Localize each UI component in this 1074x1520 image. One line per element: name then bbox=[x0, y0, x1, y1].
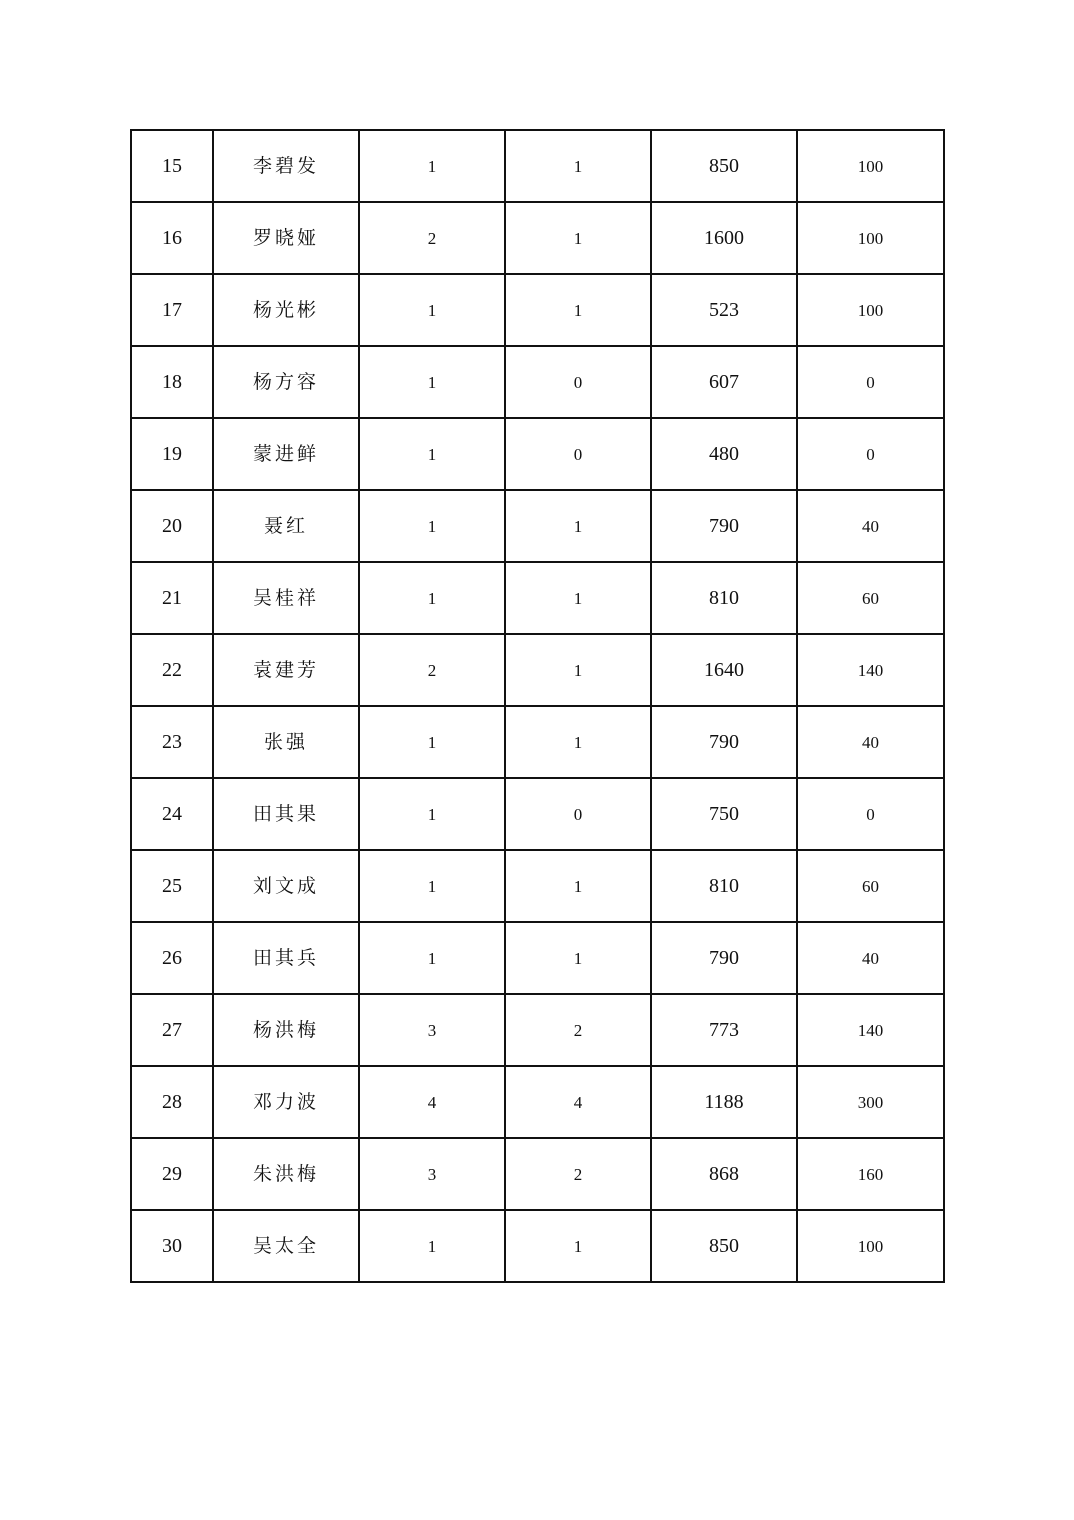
count-b-cell: 1 bbox=[505, 202, 651, 274]
count-b-cell: 0 bbox=[505, 418, 651, 490]
table-row bbox=[131, 274, 944, 346]
count-a-cell: 1 bbox=[359, 274, 505, 346]
count-a-cell: 2 bbox=[359, 634, 505, 706]
table-row bbox=[131, 778, 944, 850]
amount-cell: 480 bbox=[651, 418, 797, 490]
subsidy-cell: 0 bbox=[797, 418, 944, 490]
name-cell: 田其果 bbox=[213, 778, 359, 850]
count-a-cell: 3 bbox=[359, 1138, 505, 1210]
row-number-cell: 30 bbox=[131, 1210, 213, 1282]
row-number-cell: 23 bbox=[131, 706, 213, 778]
row-number-cell: 19 bbox=[131, 418, 213, 490]
amount-cell: 750 bbox=[651, 778, 797, 850]
name-cell: 罗晓娅 bbox=[213, 202, 359, 274]
count-b-cell: 1 bbox=[505, 634, 651, 706]
row-number-cell: 22 bbox=[131, 634, 213, 706]
table-row bbox=[131, 346, 944, 418]
count-a-cell: 4 bbox=[359, 1066, 505, 1138]
table-row bbox=[131, 202, 944, 274]
table-row bbox=[131, 1138, 944, 1210]
subsidy-cell: 140 bbox=[797, 634, 944, 706]
table-row bbox=[131, 418, 944, 490]
subsidy-cell: 60 bbox=[797, 562, 944, 634]
table-row bbox=[131, 1066, 944, 1138]
table-row bbox=[131, 562, 944, 634]
row-number-cell: 16 bbox=[131, 202, 213, 274]
subsidy-cell: 0 bbox=[797, 778, 944, 850]
name-cell: 张强 bbox=[213, 706, 359, 778]
count-a-cell: 1 bbox=[359, 778, 505, 850]
subsidy-cell: 100 bbox=[797, 274, 944, 346]
count-a-cell: 1 bbox=[359, 1210, 505, 1282]
subsidy-cell: 40 bbox=[797, 706, 944, 778]
count-a-cell: 1 bbox=[359, 850, 505, 922]
name-cell: 吴太全 bbox=[213, 1210, 359, 1282]
count-a-cell: 1 bbox=[359, 562, 505, 634]
row-number-cell: 28 bbox=[131, 1066, 213, 1138]
amount-cell: 523 bbox=[651, 274, 797, 346]
count-b-cell: 1 bbox=[505, 130, 651, 202]
count-b-cell: 0 bbox=[505, 346, 651, 418]
row-number-cell: 20 bbox=[131, 490, 213, 562]
name-cell: 袁建芳 bbox=[213, 634, 359, 706]
table-row bbox=[131, 850, 944, 922]
count-a-cell: 1 bbox=[359, 706, 505, 778]
amount-cell: 810 bbox=[651, 850, 797, 922]
row-number-cell: 21 bbox=[131, 562, 213, 634]
amount-cell: 1188 bbox=[651, 1066, 797, 1138]
name-cell: 杨洪梅 bbox=[213, 994, 359, 1066]
amount-cell: 1640 bbox=[651, 634, 797, 706]
row-number-cell: 18 bbox=[131, 346, 213, 418]
name-cell: 田其兵 bbox=[213, 922, 359, 994]
row-number-cell: 27 bbox=[131, 994, 213, 1066]
count-a-cell: 1 bbox=[359, 490, 505, 562]
table-row bbox=[131, 634, 944, 706]
name-cell: 朱洪梅 bbox=[213, 1138, 359, 1210]
amount-cell: 850 bbox=[651, 1210, 797, 1282]
count-a-cell: 1 bbox=[359, 922, 505, 994]
subsidy-cell: 100 bbox=[797, 202, 944, 274]
table-body bbox=[131, 130, 944, 1282]
row-number-cell: 29 bbox=[131, 1138, 213, 1210]
data-table bbox=[130, 129, 945, 1283]
name-cell: 邓力波 bbox=[213, 1066, 359, 1138]
name-cell: 吴桂祥 bbox=[213, 562, 359, 634]
table-row bbox=[131, 1210, 944, 1282]
count-a-cell: 1 bbox=[359, 418, 505, 490]
count-b-cell: 1 bbox=[505, 1210, 651, 1282]
amount-cell: 850 bbox=[651, 130, 797, 202]
amount-cell: 607 bbox=[651, 346, 797, 418]
subsidy-cell: 40 bbox=[797, 490, 944, 562]
name-cell: 聂红 bbox=[213, 490, 359, 562]
count-b-cell: 1 bbox=[505, 274, 651, 346]
count-a-cell: 3 bbox=[359, 994, 505, 1066]
subsidy-cell: 40 bbox=[797, 922, 944, 994]
subsidy-cell: 100 bbox=[797, 1210, 944, 1282]
subsidy-cell: 100 bbox=[797, 130, 944, 202]
name-cell: 蒙进鲜 bbox=[213, 418, 359, 490]
table-row bbox=[131, 490, 944, 562]
subsidy-cell: 140 bbox=[797, 994, 944, 1066]
name-cell: 李碧发 bbox=[213, 130, 359, 202]
table-row bbox=[131, 922, 944, 994]
subsidy-cell: 300 bbox=[797, 1066, 944, 1138]
subsidy-cell: 160 bbox=[797, 1138, 944, 1210]
row-number-cell: 25 bbox=[131, 850, 213, 922]
row-number-cell: 24 bbox=[131, 778, 213, 850]
table-row bbox=[131, 130, 944, 202]
row-number-cell: 26 bbox=[131, 922, 213, 994]
count-b-cell: 1 bbox=[505, 490, 651, 562]
name-cell: 刘文成 bbox=[213, 850, 359, 922]
subsidy-cell: 0 bbox=[797, 346, 944, 418]
count-a-cell: 1 bbox=[359, 130, 505, 202]
count-b-cell: 4 bbox=[505, 1066, 651, 1138]
row-number-cell: 17 bbox=[131, 274, 213, 346]
count-b-cell: 1 bbox=[505, 850, 651, 922]
amount-cell: 790 bbox=[651, 490, 797, 562]
amount-cell: 1600 bbox=[651, 202, 797, 274]
name-cell: 杨方容 bbox=[213, 346, 359, 418]
amount-cell: 790 bbox=[651, 922, 797, 994]
amount-cell: 790 bbox=[651, 706, 797, 778]
row-number-cell: 15 bbox=[131, 130, 213, 202]
count-b-cell: 2 bbox=[505, 994, 651, 1066]
amount-cell: 868 bbox=[651, 1138, 797, 1210]
count-b-cell: 1 bbox=[505, 922, 651, 994]
subsidy-cell: 60 bbox=[797, 850, 944, 922]
table-row bbox=[131, 706, 944, 778]
amount-cell: 773 bbox=[651, 994, 797, 1066]
count-a-cell: 2 bbox=[359, 202, 505, 274]
count-b-cell: 2 bbox=[505, 1138, 651, 1210]
amount-cell: 810 bbox=[651, 562, 797, 634]
count-b-cell: 1 bbox=[505, 706, 651, 778]
name-cell: 杨光彬 bbox=[213, 274, 359, 346]
count-a-cell: 1 bbox=[359, 346, 505, 418]
table-row bbox=[131, 994, 944, 1066]
count-b-cell: 0 bbox=[505, 778, 651, 850]
count-b-cell: 1 bbox=[505, 562, 651, 634]
